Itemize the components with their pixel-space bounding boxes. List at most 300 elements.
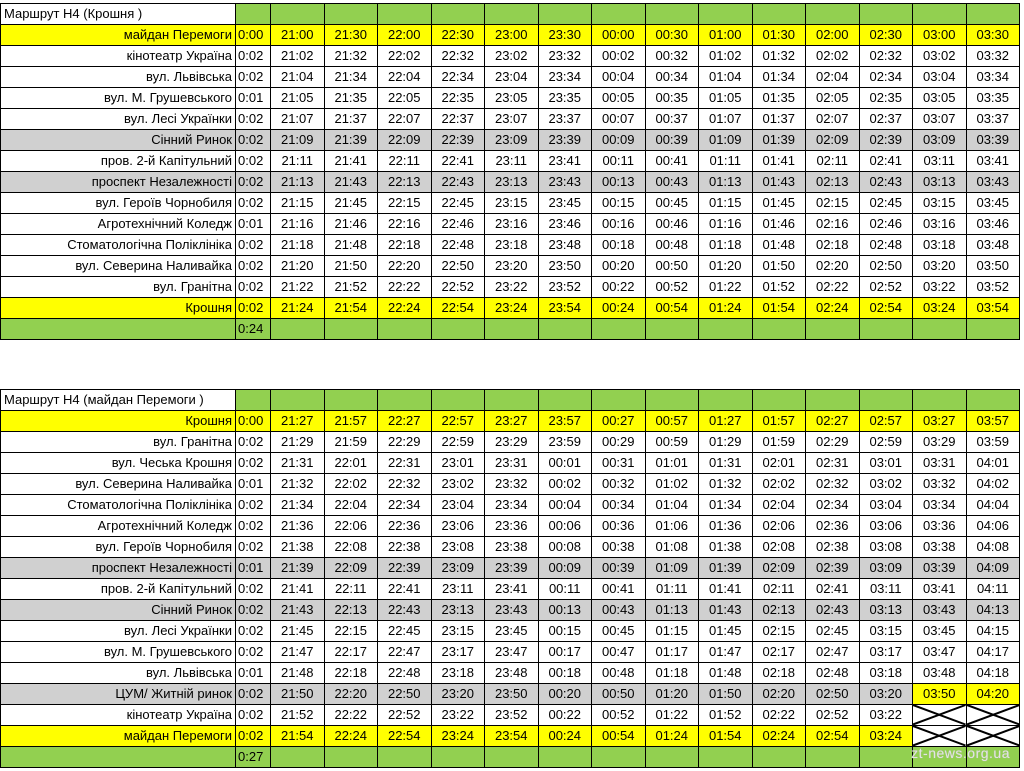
departure-time: 23:24: [485, 298, 539, 319]
travel-gap: 0:02: [236, 705, 271, 726]
departure-time: 01:50: [699, 684, 753, 705]
header-blank-cell: [378, 4, 432, 25]
departure-time: 01:08: [645, 537, 699, 558]
stop-name: проспект Незалежності: [1, 558, 236, 579]
departure-time: 01:15: [645, 621, 699, 642]
departure-time: 23:52: [538, 277, 592, 298]
departure-time: 00:47: [592, 642, 646, 663]
departure-time: 21:09: [271, 130, 325, 151]
departure-time: 21:31: [271, 453, 325, 474]
departure-time: 01:30: [752, 25, 806, 46]
departure-time: 22:18: [378, 235, 432, 256]
departure-time: 23:34: [538, 67, 592, 88]
departure-time: 22:43: [378, 600, 432, 621]
departure-time: 02:01: [752, 453, 806, 474]
stop-row: [1, 726, 1020, 747]
header-blank-cell: [271, 390, 325, 411]
departure-time: 04:15: [966, 621, 1020, 642]
header-blank-cell: [859, 4, 913, 25]
stop-name: Сінний Ринок: [1, 130, 236, 151]
departure-time: 03:00: [913, 25, 967, 46]
departure-time: 00:09: [592, 130, 646, 151]
stop-row: [1, 193, 1020, 214]
travel-gap: 0:02: [236, 235, 271, 256]
departure-time: 00:41: [592, 579, 646, 600]
departure-time: 04:02: [966, 474, 1020, 495]
departure-time: 02:45: [806, 621, 860, 642]
travel-gap: 0:02: [236, 277, 271, 298]
departure-time: 01:32: [752, 46, 806, 67]
stop-row: [1, 25, 1020, 46]
header-blank-cell: [485, 4, 539, 25]
departure-time: 01:24: [645, 726, 699, 747]
departure-time: 21:02: [271, 46, 325, 67]
departure-time: 21:52: [324, 277, 378, 298]
departure-time: 21:39: [271, 558, 325, 579]
departure-time: 02:50: [806, 684, 860, 705]
departure-time: 02:41: [806, 579, 860, 600]
header-blank-cell: [592, 390, 646, 411]
departure-time: 22:13: [378, 172, 432, 193]
departure-time: 22:57: [431, 411, 485, 432]
route-title: Маршрут Н4 (Крошня ): [1, 4, 236, 25]
departure-time: 01:09: [645, 558, 699, 579]
departure-time: 01:09: [699, 130, 753, 151]
departure-time: 00:34: [592, 495, 646, 516]
departure-time: 22:45: [431, 193, 485, 214]
departure-time: 23:57: [538, 411, 592, 432]
departure-time: 03:13: [859, 600, 913, 621]
departure-time: 03:47: [913, 642, 967, 663]
departure-time: 01:07: [699, 109, 753, 130]
departure-time: 21:41: [324, 151, 378, 172]
header-blank-cell: [806, 4, 860, 25]
departure-time: 23:13: [431, 600, 485, 621]
departure-time: 23:30: [538, 25, 592, 46]
departure-time: 02:07: [806, 109, 860, 130]
departure-time: 03:08: [859, 537, 913, 558]
departure-time: 03:29: [913, 432, 967, 453]
departure-time: 23:46: [538, 214, 592, 235]
departure-time: 02:20: [806, 256, 860, 277]
travel-gap: 0:01: [236, 214, 271, 235]
departure-time: 22:41: [431, 151, 485, 172]
departure-time: 03:02: [859, 474, 913, 495]
travel-gap: 0:02: [236, 684, 271, 705]
total-travel-time: 0:27: [236, 747, 271, 768]
route-title-row: [1, 4, 1020, 25]
departure-time: 00:27: [592, 411, 646, 432]
departure-time: 03:41: [913, 579, 967, 600]
departure-time: 22:48: [378, 663, 432, 684]
departure-time: 00:41: [645, 151, 699, 172]
departure-time: 21:39: [324, 130, 378, 151]
departure-time: 22:45: [378, 621, 432, 642]
departure-time: 01:50: [752, 256, 806, 277]
header-blank-cell: [752, 390, 806, 411]
departure-time: 00:22: [538, 705, 592, 726]
departure-time: 00:05: [592, 88, 646, 109]
header-blank-cell: [378, 390, 432, 411]
departure-time: 02:22: [806, 277, 860, 298]
departure-time: 23:11: [431, 579, 485, 600]
departure-time: 02:04: [752, 495, 806, 516]
departure-time: 02:38: [806, 537, 860, 558]
stop-row: [1, 453, 1020, 474]
departure-time: 23:08: [431, 537, 485, 558]
route-title: Маршрут Н4 (майдан Перемоги ): [1, 390, 236, 411]
stop-name: вул. Гранітна: [1, 277, 236, 298]
departure-time: 02:02: [752, 474, 806, 495]
departure-time: 01:02: [645, 474, 699, 495]
schedule-grid: [0, 3, 1020, 340]
departure-time: 22:47: [378, 642, 432, 663]
departure-time: 00:02: [592, 46, 646, 67]
header-blank-cell: [913, 4, 967, 25]
departure-time: 00:34: [645, 67, 699, 88]
departure-time: 03:01: [859, 453, 913, 474]
departure-time: 00:17: [538, 642, 592, 663]
departure-time: 22:06: [324, 516, 378, 537]
departure-time: 03:35: [966, 88, 1020, 109]
departure-time: 00:38: [592, 537, 646, 558]
departure-time: 22:34: [431, 67, 485, 88]
departure-time: 00:37: [645, 109, 699, 130]
header-blank-cell: [645, 390, 699, 411]
departure-time: 01:41: [699, 579, 753, 600]
departure-time: 21:45: [271, 621, 325, 642]
departure-time: 01:52: [752, 277, 806, 298]
departure-time: 22:54: [378, 726, 432, 747]
departure-time: 03:45: [913, 621, 967, 642]
departure-time: 02:45: [859, 193, 913, 214]
travel-gap: 0:02: [236, 726, 271, 747]
total-row: [1, 747, 1020, 768]
departure-time: 03:48: [966, 235, 1020, 256]
total-blank-cell: [431, 747, 485, 768]
departure-time: 01:13: [645, 600, 699, 621]
stop-row: [1, 705, 1020, 726]
departure-time: 02:57: [859, 411, 913, 432]
header-blank-cell: [538, 4, 592, 25]
departure-time: 21:07: [271, 109, 325, 130]
stop-row: [1, 516, 1020, 537]
departure-time: 00:45: [645, 193, 699, 214]
crossed-out-cell: [913, 726, 967, 747]
stop-name: вул. Героїв Чорнобиля: [1, 537, 236, 558]
header-blank-cell: [752, 4, 806, 25]
departure-time: 02:06: [752, 516, 806, 537]
stop-row: [1, 298, 1020, 319]
departure-time: 00:06: [538, 516, 592, 537]
departure-time: 00:31: [592, 453, 646, 474]
departure-time: 03:22: [859, 705, 913, 726]
stop-row: [1, 411, 1020, 432]
departure-time: 03:02: [913, 46, 967, 67]
departure-time: 02:46: [859, 214, 913, 235]
stop-name: пров. 2-й Капітульний: [1, 579, 236, 600]
header-blank-cell: [645, 4, 699, 25]
departure-time: 01:27: [699, 411, 753, 432]
departure-time: 00:08: [538, 537, 592, 558]
departure-time: 21:38: [271, 537, 325, 558]
departure-time: 21:48: [324, 235, 378, 256]
departure-time: 01:04: [699, 67, 753, 88]
departure-time: 22:02: [378, 46, 432, 67]
departure-time: 00:24: [538, 726, 592, 747]
travel-gap: 0:02: [236, 537, 271, 558]
departure-time: 03:09: [913, 130, 967, 151]
departure-time: 02:11: [752, 579, 806, 600]
departure-time: 23:09: [431, 558, 485, 579]
departure-time: 22:59: [431, 432, 485, 453]
departure-time: 00:22: [592, 277, 646, 298]
departure-time: 02:20: [752, 684, 806, 705]
departure-time: 02:32: [806, 474, 860, 495]
departure-time: 01:16: [699, 214, 753, 235]
departure-time: 23:22: [431, 705, 485, 726]
departure-time: 01:02: [699, 46, 753, 67]
total-blank-cell: [485, 747, 539, 768]
departure-time: 21:04: [271, 67, 325, 88]
departure-time: 02:43: [859, 172, 913, 193]
stop-row: [1, 214, 1020, 235]
departure-time: 23:00: [485, 25, 539, 46]
departure-time: 00:48: [645, 235, 699, 256]
departure-time: 02:34: [806, 495, 860, 516]
departure-time: 00:52: [592, 705, 646, 726]
stop-row: [1, 235, 1020, 256]
departure-time: 03:50: [966, 256, 1020, 277]
departure-time: 22:48: [431, 235, 485, 256]
departure-time: 00:30: [645, 25, 699, 46]
departure-time: 01:05: [699, 88, 753, 109]
total-blank-cell: [699, 747, 753, 768]
departure-time: 02:48: [859, 235, 913, 256]
departure-time: 21:50: [271, 684, 325, 705]
header-blank-cell: [324, 4, 378, 25]
total-row: [1, 319, 1020, 340]
stop-name: вул. Львівська: [1, 663, 236, 684]
departure-time: 02:31: [806, 453, 860, 474]
departure-time: 21:24: [271, 298, 325, 319]
departure-time: 01:13: [699, 172, 753, 193]
departure-time: 00:09: [538, 558, 592, 579]
departure-time: 03:09: [859, 558, 913, 579]
departure-time: 23:24: [431, 726, 485, 747]
departure-time: 22:39: [378, 558, 432, 579]
departure-time: 03:32: [966, 46, 1020, 67]
departure-time: 02:35: [859, 88, 913, 109]
departure-time: 21:36: [271, 516, 325, 537]
departure-time: 21:22: [271, 277, 325, 298]
crossed-out-cell: [966, 726, 1020, 747]
departure-time: 02:29: [806, 432, 860, 453]
departure-time: 02:37: [859, 109, 913, 130]
departure-time: 21:43: [324, 172, 378, 193]
departure-time: 03:13: [913, 172, 967, 193]
departure-time: 01:43: [699, 600, 753, 621]
departure-time: 01:06: [645, 516, 699, 537]
departure-time: 03:36: [913, 516, 967, 537]
departure-time: 01:18: [699, 235, 753, 256]
stop-name: вул. Лесі Українки: [1, 109, 236, 130]
stop-name: вул. Героїв Чорнобиля: [1, 193, 236, 214]
travel-gap: 0:01: [236, 663, 271, 684]
departure-time: 03:48: [913, 663, 967, 684]
departure-time: 02:50: [859, 256, 913, 277]
travel-gap: 0:02: [236, 621, 271, 642]
departure-time: 22:02: [324, 474, 378, 495]
departure-time: 02:18: [752, 663, 806, 684]
departure-time: 03:37: [966, 109, 1020, 130]
departure-time: 01:39: [752, 130, 806, 151]
departure-time: 00:45: [592, 621, 646, 642]
departure-time: 22:39: [431, 130, 485, 151]
departure-time: 22:04: [378, 67, 432, 88]
total-blank-cell: [431, 319, 485, 340]
travel-gap: 0:02: [236, 495, 271, 516]
departure-time: 00:36: [592, 516, 646, 537]
departure-time: 01:34: [699, 495, 753, 516]
departure-time: 01:20: [699, 256, 753, 277]
total-blank-cell: [645, 747, 699, 768]
departure-time: 02:15: [806, 193, 860, 214]
departure-time: 01:34: [752, 67, 806, 88]
stop-name: майдан Перемоги: [1, 726, 236, 747]
header-blank-cell: [538, 390, 592, 411]
travel-gap: 0:01: [236, 558, 271, 579]
stop-row: [1, 46, 1020, 67]
stop-name: вул. Лесі Українки: [1, 621, 236, 642]
departure-time: 00:39: [645, 130, 699, 151]
travel-gap: 0:02: [236, 642, 271, 663]
departure-time: 22:00: [378, 25, 432, 46]
departure-time: 23:11: [485, 151, 539, 172]
departure-time: 22:20: [324, 684, 378, 705]
departure-time: 00:46: [645, 214, 699, 235]
departure-time: 03:39: [966, 130, 1020, 151]
total-blank-cell: [324, 747, 378, 768]
departure-time: 01:22: [645, 705, 699, 726]
departure-time: 23:18: [431, 663, 485, 684]
departure-time: 01:11: [699, 151, 753, 172]
departure-time: 23:20: [485, 256, 539, 277]
departure-time: 22:46: [431, 214, 485, 235]
departure-time: 22:36: [378, 516, 432, 537]
total-blank-cell: [913, 319, 967, 340]
departure-time: 03:18: [859, 663, 913, 684]
departure-time: 22:35: [431, 88, 485, 109]
header-blank-cell: [966, 390, 1020, 411]
departure-time: 03:45: [966, 193, 1020, 214]
departure-time: 22:17: [324, 642, 378, 663]
departure-time: 22:50: [378, 684, 432, 705]
departure-time: 01:46: [752, 214, 806, 235]
departure-time: 22:20: [378, 256, 432, 277]
departure-time: 03:20: [859, 684, 913, 705]
travel-gap: 0:00: [236, 25, 271, 46]
stop-row: [1, 579, 1020, 600]
departure-time: 22:08: [324, 537, 378, 558]
departure-time: 02:09: [806, 130, 860, 151]
departure-time: 23:31: [485, 453, 539, 474]
stop-name: майдан Перемоги: [1, 25, 236, 46]
departure-time: 01:43: [752, 172, 806, 193]
travel-gap: 0:02: [236, 298, 271, 319]
travel-gap: 0:02: [236, 256, 271, 277]
departure-time: 03:54: [966, 298, 1020, 319]
departure-time: 04:04: [966, 495, 1020, 516]
departure-time: 03:04: [913, 67, 967, 88]
departure-time: 03:18: [913, 235, 967, 256]
departure-time: 00:00: [592, 25, 646, 46]
departure-time: 21:50: [324, 256, 378, 277]
departure-time: 00:57: [645, 411, 699, 432]
departure-time: 04:06: [966, 516, 1020, 537]
departure-time: 00:11: [592, 151, 646, 172]
departure-time: 04:08: [966, 537, 1020, 558]
departure-time: 02:27: [806, 411, 860, 432]
departure-time: 00:43: [645, 172, 699, 193]
departure-time: 21:16: [271, 214, 325, 235]
crossed-out-cell: [966, 705, 1020, 726]
departure-time: 22:38: [378, 537, 432, 558]
departure-time: 23:15: [485, 193, 539, 214]
departure-time: 03:20: [913, 256, 967, 277]
departure-time: 02:52: [859, 277, 913, 298]
departure-time: 00:18: [538, 663, 592, 684]
departure-time: 23:35: [538, 88, 592, 109]
departure-time: 02:00: [806, 25, 860, 46]
stop-name: пров. 2-й Капітульний: [1, 151, 236, 172]
stop-row: [1, 621, 1020, 642]
departure-time: 23:50: [538, 256, 592, 277]
total-blank-cell: [806, 747, 860, 768]
total-blank-cell: [485, 319, 539, 340]
departure-time: 04:11: [966, 579, 1020, 600]
stop-name: Агротехнічний Коледж: [1, 516, 236, 537]
departure-time: 01:52: [699, 705, 753, 726]
departure-time: 03:38: [913, 537, 967, 558]
departure-time: 02:05: [806, 88, 860, 109]
stop-row: [1, 67, 1020, 88]
departure-time: 01:00: [699, 25, 753, 46]
departure-time: 00:02: [538, 474, 592, 495]
departure-time: 03:17: [859, 642, 913, 663]
departure-time: 00:13: [592, 172, 646, 193]
departure-time: 23:48: [538, 235, 592, 256]
departure-time: 02:54: [806, 726, 860, 747]
departure-time: 00:04: [592, 67, 646, 88]
departure-time: 01:45: [699, 621, 753, 642]
stop-row: [1, 432, 1020, 453]
departure-time: 03:04: [859, 495, 913, 516]
departure-time: 03:24: [859, 726, 913, 747]
departure-time: 23:05: [485, 88, 539, 109]
departure-time: 23:54: [538, 298, 592, 319]
departure-time: 00:13: [538, 600, 592, 621]
departure-time: 03:57: [966, 411, 1020, 432]
departure-time: 22:13: [324, 600, 378, 621]
departure-time: 02:09: [752, 558, 806, 579]
stop-name: Сінний Ринок: [1, 600, 236, 621]
stop-name: Стоматологічна Поліклініка: [1, 495, 236, 516]
departure-time: 02:24: [752, 726, 806, 747]
travel-gap: 0:02: [236, 109, 271, 130]
departure-time: 01:57: [752, 411, 806, 432]
departure-time: 00:59: [645, 432, 699, 453]
